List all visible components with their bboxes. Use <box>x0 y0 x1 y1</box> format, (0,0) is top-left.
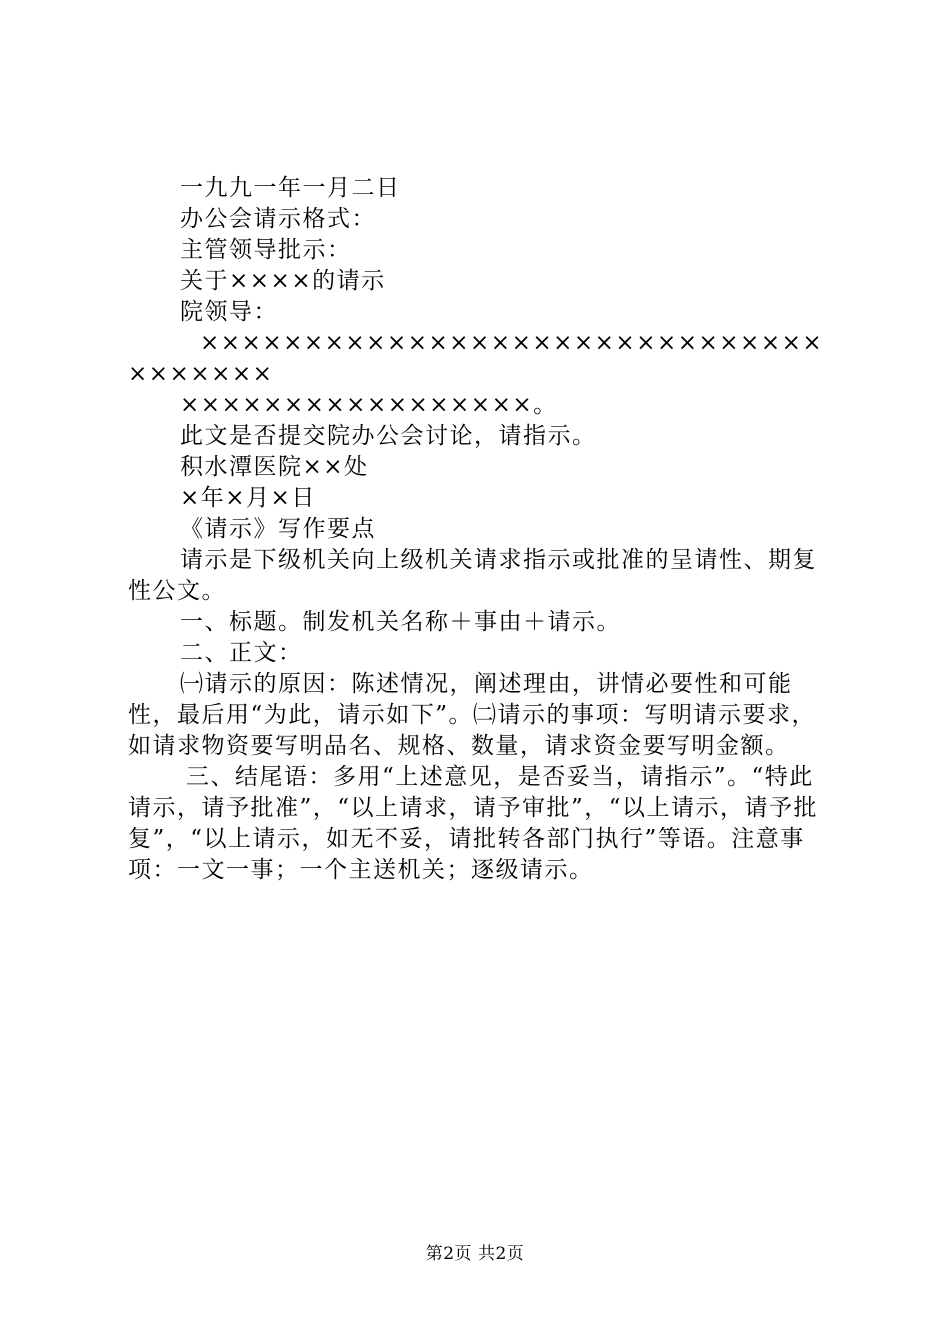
request-closing: 此文是否提交院办公会讨论，请指示。 <box>180 423 597 449</box>
leader-instruction-label: 主管领导批示： <box>180 237 352 263</box>
closing-rule-paragraph: 三、结尾语：多用“上述意见，是否妥当，请指示”。“特此请示，请予批准”，“以上请求，请予审批”，“以上请示，请予批复”，“以上请示，如无不妥，请批转各部门执行”等语。注意事项：一文一事；一个主送机关；逐级请示。 <box>128 764 819 883</box>
section-title: 《请示》写作要点 <box>180 516 376 542</box>
body-rule-paragraph: ㈠请示的原因：陈述情况，阐述理由，讲情必要性和可能性，最后用“为此，请示如下”。㈡请示的事项：写明请示要求，如请求物资要写明品名、规格、数量，请求资金要写明金额。 <box>128 671 817 759</box>
definition-paragraph: 请示是下级机关向上级机关请求指示或批准的呈请性、期复性公文。 <box>128 547 817 604</box>
request-title: 关于××××的请示 <box>180 268 386 294</box>
salutation: 院领导： <box>180 299 278 325</box>
body-rule-heading: 二、正文： <box>180 640 303 666</box>
format-heading: 办公会请示格式： <box>180 206 376 232</box>
sender-organization: 积水潭医院××处 <box>180 454 369 480</box>
document-body <box>128 173 836 886</box>
sender-date: ×年×月×日 <box>180 485 316 511</box>
title-rule: 一、标题。制发机关名称＋事由＋请示。 <box>180 609 621 635</box>
placeholder-paragraph-1: ××××××××××××××××××××××××××××××××××××× <box>128 330 824 387</box>
page-footer: 第2页 共2页 <box>425 1244 525 1264</box>
placeholder-paragraph-2: ×××××××××××××××××。 <box>180 392 558 418</box>
date-line: 一九九一年一月二日 <box>180 175 401 201</box>
